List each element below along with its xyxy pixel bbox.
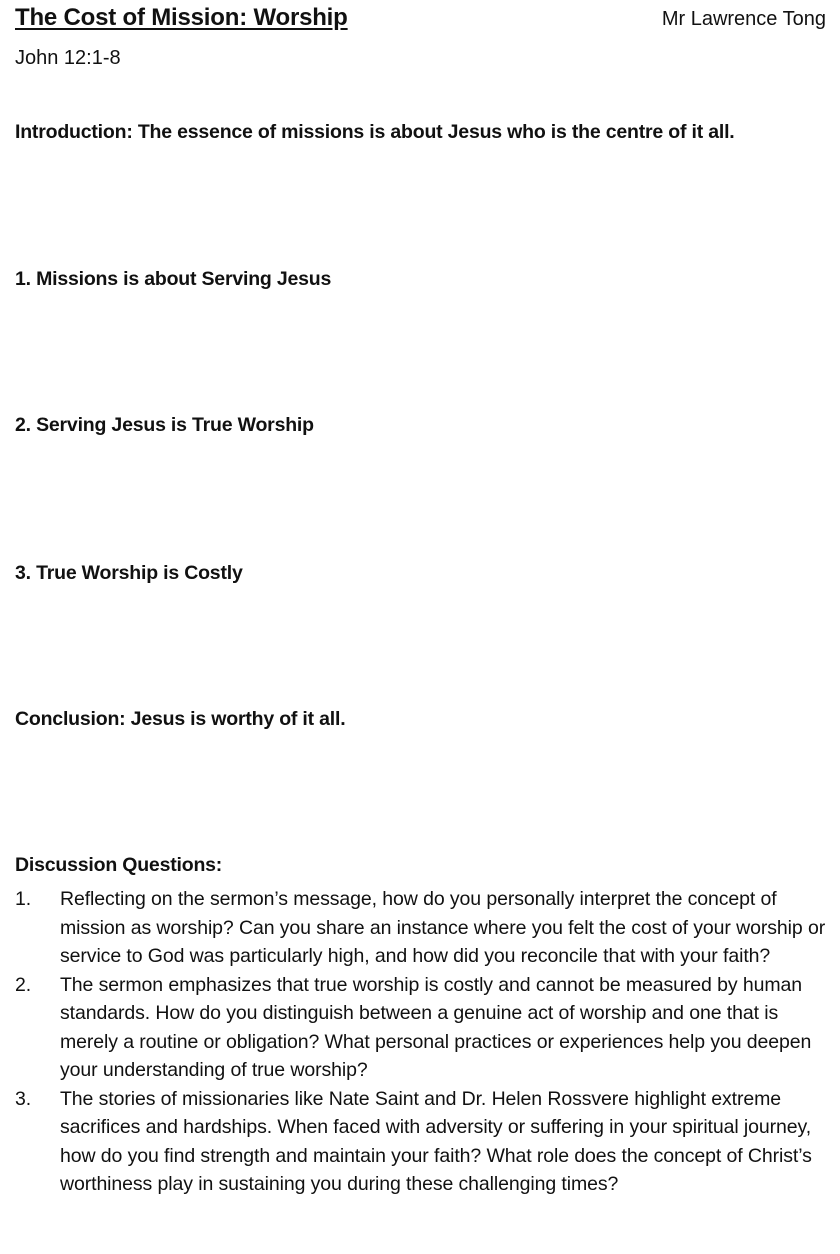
scripture-passage: John 12:1-8 [15,47,121,69]
question-number: 2. [15,973,32,996]
question-number: 3. [15,1087,32,1110]
question-number: 1. [15,888,32,910]
discussion-question-3 [15,1085,830,1199]
speaker-name: Mr Lawrence Tong [661,8,826,30]
conclusion-heading: Conclusion: Jesus is worthy of it all. [15,708,346,730]
sermon-title: The Cost of Mission: Worship [15,4,348,31]
discussion-question-1 [15,885,830,971]
point-2-heading: 2. Serving Jesus is True Worship [15,414,314,436]
question-text: The stories of missionaries like Nate Saint and Dr. Helen Rossvere highlight extreme sacrifices and hardships. When faced with adversity or suffering in your spiritual journey, how do you find strength and maintain your faith? What role does the concept of Christ’s worthiness play in sustaining you during these challenging times? [60,1087,812,1195]
discussion-heading: Discussion Questions: [15,854,223,876]
question-text: The sermon emphasizes that true worship is costly and cannot be measured by human standards. How do you distinguish between a genuine act of worship and one that is merely a routine or obligation? What personal practices or experiences help you deepen your understanding of true worship? [60,973,812,1081]
introduction-heading: Introduction: The essence of missions is about Jesus who is the centre of it all. [15,121,735,143]
discussion-question-list [15,885,830,1199]
discussion-question-2 [15,971,830,1085]
point-3-heading: 3. True Worship is Costly [15,562,243,584]
point-1-heading: 1. Missions is about Serving Jesus [15,268,332,290]
question-text: Reflecting on the sermon’s message, how do you personally interpret the concept of mission as worship? Can you share an instance where you felt the cost of your worship or service to God was particularly high, and how did you reconcile that with your faith? [60,888,826,967]
